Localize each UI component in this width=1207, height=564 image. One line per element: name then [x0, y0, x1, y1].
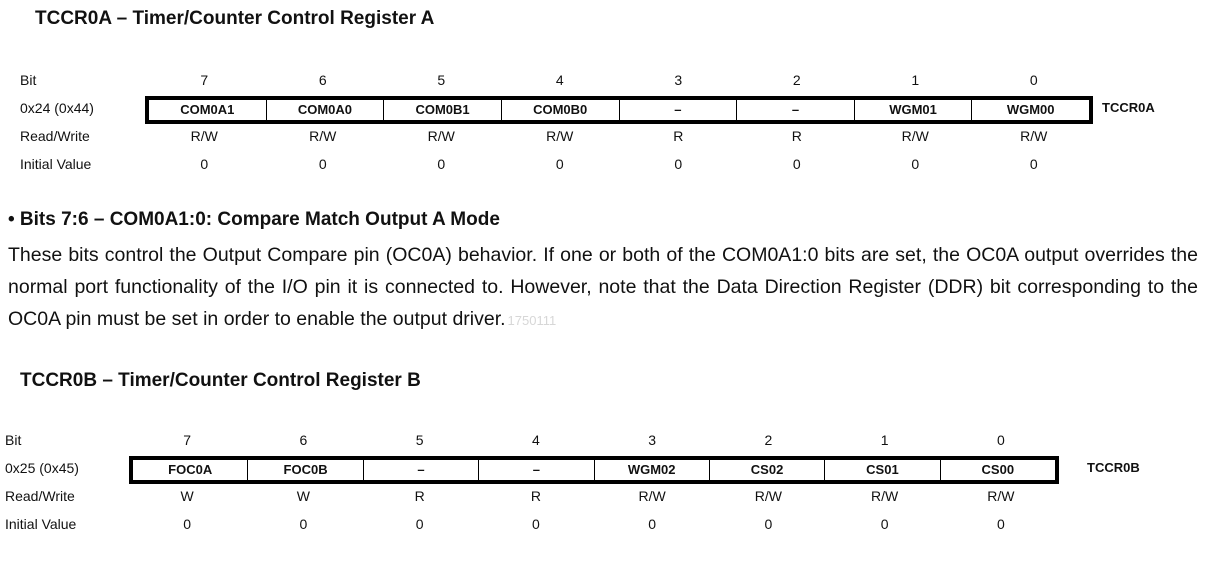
register-b-title: TCCR0B – Timer/Counter Control Register B: [20, 370, 421, 391]
bit-field: –: [736, 100, 854, 120]
bit-number: 4: [531, 432, 540, 448]
bit-number: 5: [415, 432, 424, 448]
bit-field: CS02: [709, 460, 824, 480]
read-write-value: R/W: [427, 128, 455, 144]
bit-field: COM0B1: [383, 100, 501, 120]
read-write-value: R/W: [871, 488, 899, 504]
bit-number: 7: [200, 72, 209, 88]
read-write-value: R/W: [190, 128, 218, 144]
read-write-value: R: [791, 128, 802, 144]
bit-row-label: Bit: [5, 432, 22, 448]
initial-value: 0: [183, 516, 192, 532]
watermark: 1750111: [507, 313, 557, 328]
bit-number: 0: [996, 432, 1005, 448]
bit-number: 6: [299, 432, 308, 448]
read-write-value: R/W: [546, 128, 574, 144]
initial-value: 0: [880, 516, 889, 532]
bit-number: 2: [764, 432, 773, 448]
initial-value-row-label: Initial Value: [5, 516, 77, 532]
initial-value: 0: [911, 156, 920, 172]
initial-value: 0: [1029, 156, 1038, 172]
read-write-value: W: [180, 488, 194, 504]
bit-number: 4: [555, 72, 564, 88]
initial-value: 0: [674, 156, 683, 172]
initial-value: 0: [299, 516, 308, 532]
bit-number: 0: [1029, 72, 1038, 88]
read-write-value: W: [296, 488, 310, 504]
read-write-value: R/W: [987, 488, 1015, 504]
initial-value: 0: [437, 156, 446, 172]
bit-field: FOC0B: [247, 460, 362, 480]
bit-number: 6: [318, 72, 327, 88]
bit-field: WGM00: [971, 100, 1089, 120]
initial-value: 0: [200, 156, 209, 172]
bit-field: –: [619, 100, 737, 120]
read-write-row-label: Read/Write: [20, 128, 90, 144]
initial-value: 0: [415, 516, 424, 532]
read-write-value: R/W: [901, 128, 929, 144]
bit-number: 1: [911, 72, 920, 88]
read-write-value: R/W: [1020, 128, 1048, 144]
read-write-row-label: Read/Write: [5, 488, 75, 504]
address-label: 0x25 (0x45): [5, 460, 79, 476]
bits-7-6-heading: • Bits 7:6 – COM0A1:0: Compare Match Output A Mode: [8, 209, 500, 230]
initial-value: 0: [531, 516, 540, 532]
description-paragraph: [8, 239, 1198, 337]
description-text: These bits control the Output Compare pin (OC0A) behavior. If one or both of the COM0A1:0 bits are set, the OC0A output overrides the normal port functionality of the I/O pin it is connected to. However, note that the Data Direction Register (DDR) bit corresponding to the OC0A pin must be set in order to enable the output driver.: [8, 244, 1198, 330]
bit-row-label: Bit: [20, 72, 37, 88]
read-write-value: R: [530, 488, 541, 504]
register-bit-fields: [129, 456, 1059, 484]
read-write-value: R/W: [638, 488, 666, 504]
initial-value: 0: [555, 156, 564, 172]
read-write-value: R: [414, 488, 425, 504]
bit-field: COM0B0: [501, 100, 619, 120]
initial-value: 0: [764, 516, 773, 532]
register-name: TCCR0B: [1087, 460, 1140, 475]
bit-number: 3: [648, 432, 657, 448]
bit-field: WGM01: [854, 100, 972, 120]
initial-value: 0: [996, 516, 1005, 532]
read-write-value: R/W: [309, 128, 337, 144]
address-label: 0x24 (0x44): [20, 100, 94, 116]
bit-number: 2: [792, 72, 801, 88]
bit-field: CS00: [940, 460, 1055, 480]
bit-field: –: [478, 460, 593, 480]
bit-field: –: [363, 460, 478, 480]
bit-number: 1: [880, 432, 889, 448]
register-a-table: [20, 72, 1200, 182]
bit-number: 3: [674, 72, 683, 88]
bit-field: CS01: [824, 460, 939, 480]
register-name: TCCR0A: [1102, 100, 1155, 115]
initial-value: 0: [648, 516, 657, 532]
initial-value-row-label: Initial Value: [20, 156, 92, 172]
register-bit-fields: [145, 96, 1093, 124]
bit-field: COM0A1: [180, 102, 235, 117]
initial-value: 0: [792, 156, 801, 172]
register-b-table: [5, 432, 1200, 542]
bit-field: COM0A0: [266, 100, 384, 120]
bit-number: 7: [183, 432, 192, 448]
register-a-title: TCCR0A – Timer/Counter Control Register A: [35, 8, 435, 29]
bit-field: FOC0A: [168, 462, 213, 477]
read-write-value: R: [673, 128, 684, 144]
read-write-value: R/W: [754, 488, 782, 504]
bit-field: WGM02: [594, 460, 709, 480]
bit-number: 5: [437, 72, 446, 88]
initial-value: 0: [318, 156, 327, 172]
